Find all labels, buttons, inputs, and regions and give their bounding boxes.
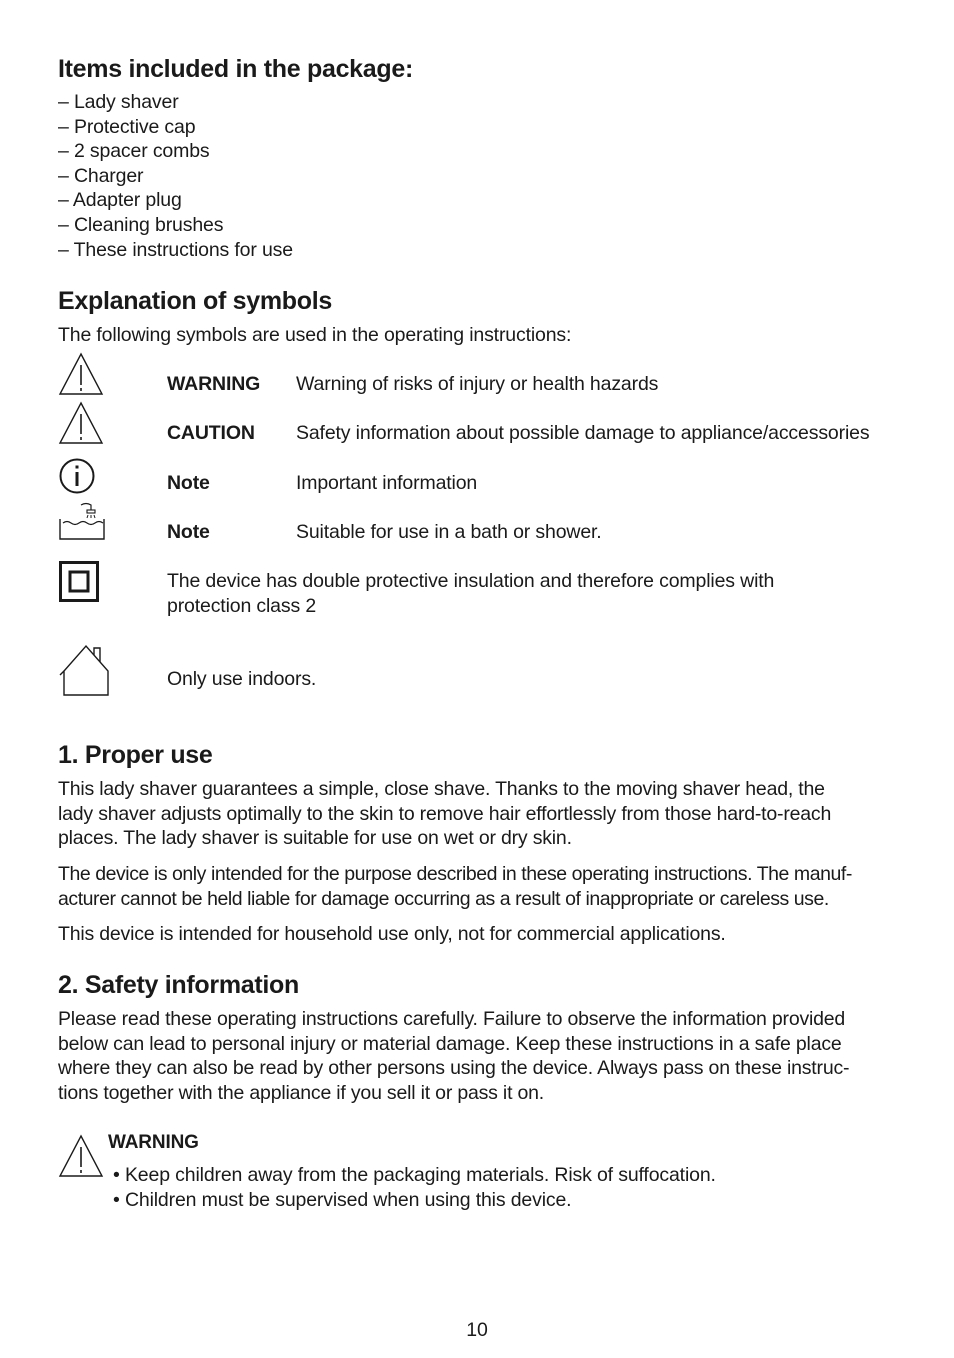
- text-line: The device is only intended for the purpose described in these operating instructions. The manuf-: [58, 863, 852, 885]
- items-heading: Items included in the package:: [58, 55, 413, 83]
- list-item: • Children must be supervised when using this device.: [113, 1188, 572, 1211]
- symbol-description: Warning of risks of injury or health hazards: [296, 373, 659, 395]
- list-item: – 2 spacer combs: [58, 140, 210, 163]
- symbols-intro: The following symbols are used in the operating instructions:: [58, 324, 572, 346]
- warning-bullets: [113, 1163, 716, 1212]
- text-line: This device is intended for household use only, not for commercial applications.: [58, 923, 726, 945]
- warning-triangle-icon: [59, 1135, 103, 1177]
- list-item: – These instructions for use: [58, 238, 293, 261]
- symbol-label: Note: [167, 472, 210, 494]
- double-insulation-icon: [59, 561, 99, 603]
- items-list: [58, 90, 293, 262]
- caution-triangle-icon: [59, 402, 103, 444]
- bath-shower-icon: [59, 501, 105, 541]
- house-indoor-icon: [60, 644, 110, 696]
- household-use-paragraph: [58, 922, 726, 947]
- proper-use-paragraph: [58, 777, 831, 851]
- proper-use-heading: 1. Proper use: [58, 741, 213, 769]
- symbol-description: [167, 569, 774, 618]
- text-line: acturer cannot be held liable for damage occurring as a result of inappropriate or careless use.: [58, 887, 829, 910]
- text-line: tions together with the appliance if you sell it or pass it on.: [58, 1081, 545, 1104]
- symbol-label: WARNING: [167, 373, 261, 395]
- text-line: where they can also be read by other persons using the device. Always pass on these instruc-: [58, 1057, 850, 1080]
- info-circle-icon: [59, 458, 95, 494]
- list-item: – Cleaning brushes: [58, 213, 224, 236]
- symbol-description: Only use indoors.: [167, 668, 317, 690]
- page-number: 10: [466, 1319, 488, 1341]
- symbol-label: Note: [167, 521, 210, 543]
- symbol-description: Safety information about possible damage to appliance/accessories: [296, 422, 870, 444]
- list-item: • Keep children away from the packaging materials. Risk of suffocation.: [113, 1164, 716, 1186]
- warning-triangle-icon: [59, 353, 103, 395]
- symbol-description: Suitable for use in a bath or shower.: [296, 521, 602, 543]
- safety-heading: 2. Safety information: [58, 971, 299, 999]
- text-line: places. The lady shaver is suitable for use on wet or dry skin.: [58, 827, 572, 850]
- symbols-heading: Explanation of symbols: [58, 287, 333, 315]
- warning-label: WARNING: [108, 1132, 199, 1153]
- list-item: – Protective cap: [58, 115, 196, 138]
- safety-paragraph: [58, 1007, 849, 1105]
- text-line: below can lead to personal injury or material damage. Keep these instructions in a safe place: [58, 1032, 842, 1055]
- text-line: The device has double protective insulation and therefore complies with: [167, 570, 775, 592]
- list-item: – Lady shaver: [58, 91, 179, 113]
- list-item: – Charger: [58, 164, 144, 187]
- symbol-description: Important information: [296, 472, 478, 494]
- text-line: Please read these operating instructions carefully. Failure to observe the information provided: [58, 1008, 846, 1030]
- text-line: protection class 2: [167, 594, 317, 617]
- list-item: – Adapter plug: [58, 189, 182, 212]
- symbol-label: CAUTION: [167, 422, 255, 444]
- intended-purpose-paragraph: [58, 862, 852, 911]
- text-line: This lady shaver guarantees a simple, close shave. Thanks to the moving shaver head, the: [58, 778, 825, 800]
- text-line: lady shaver adjusts optimally to the skin to remove hair effortlessly from those hard-to-reach: [58, 802, 832, 825]
